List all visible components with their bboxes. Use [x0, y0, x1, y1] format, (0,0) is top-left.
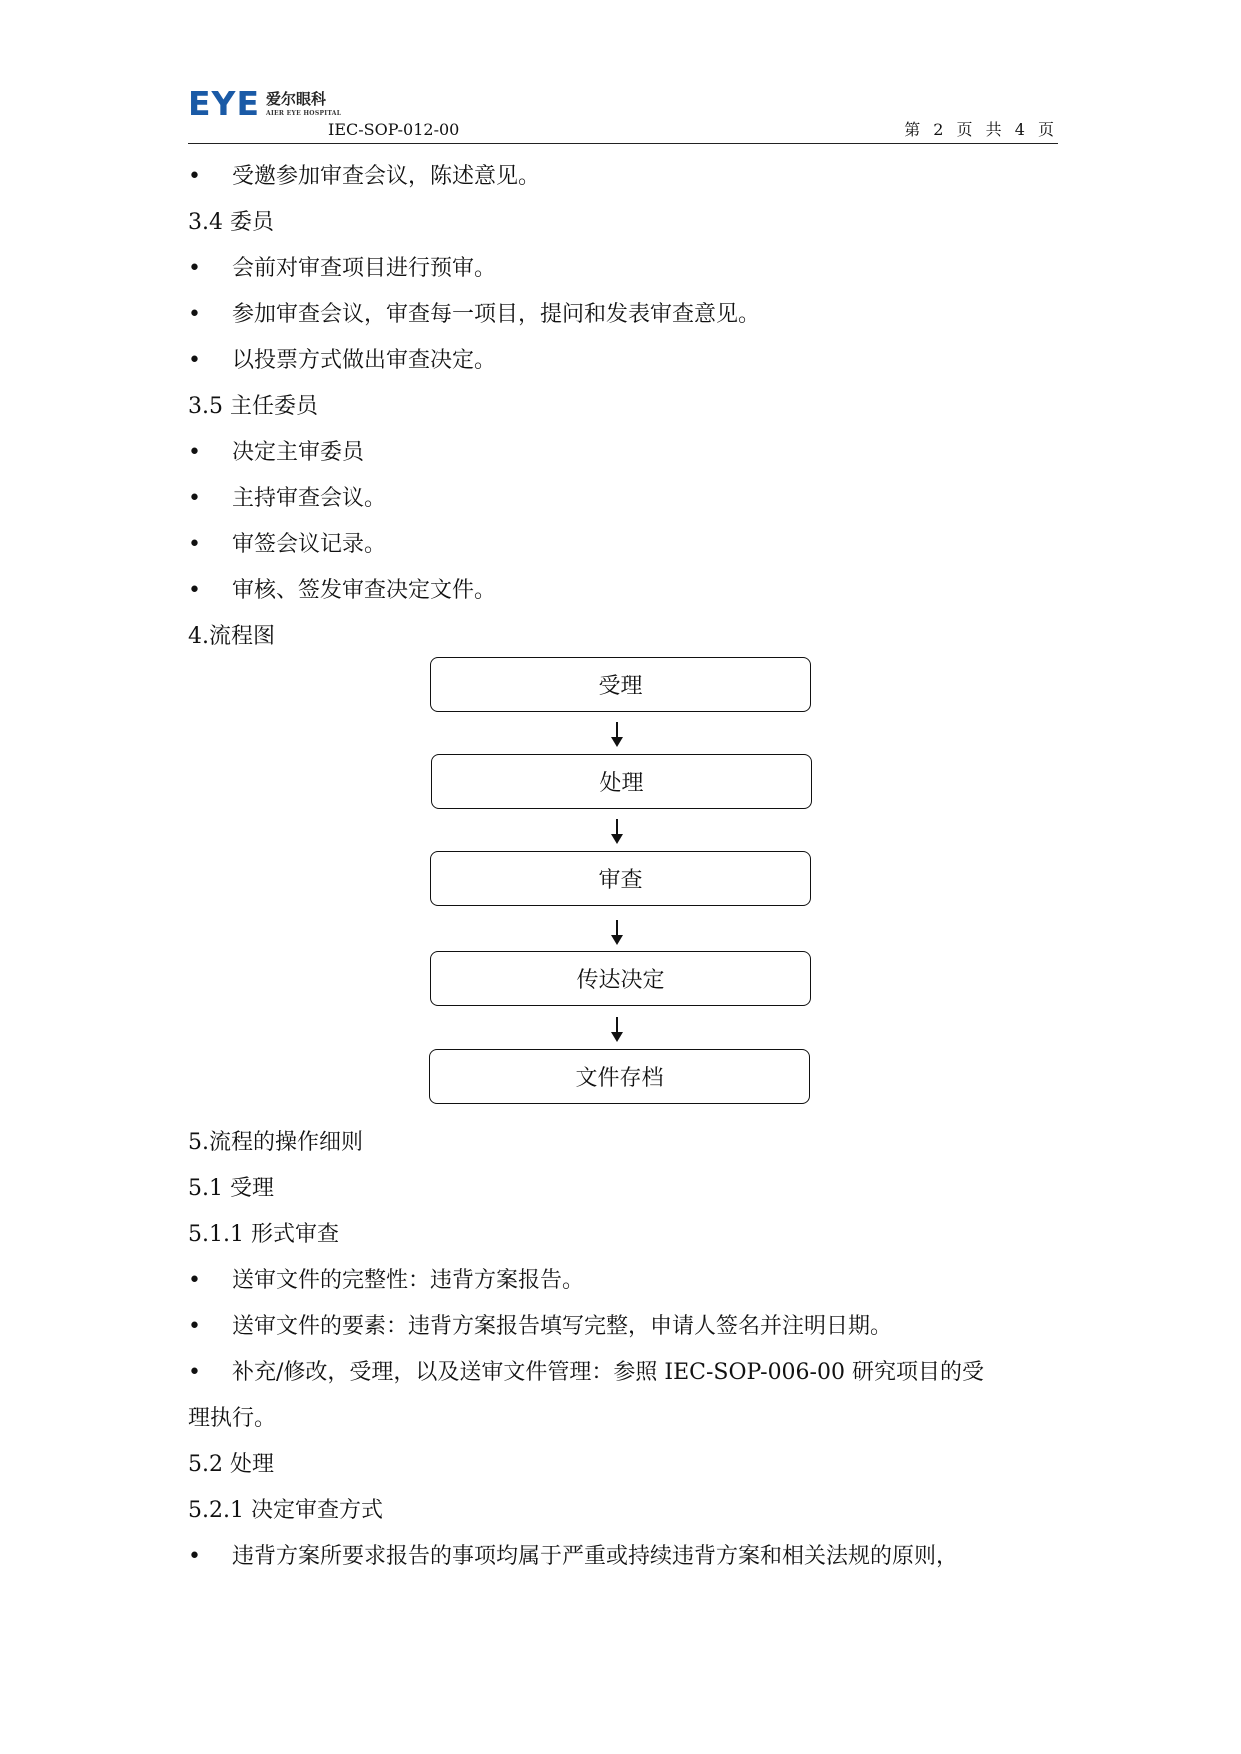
list-item: • 以投票方式做出审查决定。: [188, 348, 497, 373]
list-item: • 审签会议记录。: [188, 532, 387, 557]
bullet-icon: •: [188, 1314, 201, 1339]
flow-step-process: 处理: [431, 754, 812, 809]
list-item: • 决定主审委员: [188, 440, 365, 465]
flow-step-accept: 受理: [430, 657, 811, 712]
list-item: • 参加审查会议，审查每一项目，提问和发表审查意见。: [188, 302, 761, 327]
flow-arrow-icon: [616, 722, 618, 745]
list-item: • 审核、签发审查决定文件。: [188, 578, 497, 603]
bullet-icon: •: [188, 486, 201, 511]
flow-arrow-icon: [616, 1017, 618, 1040]
aier-eye-logo: [188, 84, 342, 123]
list-item: • 会前对审查项目进行预审。: [188, 256, 497, 281]
bullet-icon: •: [188, 302, 201, 327]
flow-arrow-icon: [616, 819, 618, 842]
list-item: • 受邀参加审查会议，陈述意见。: [188, 164, 541, 189]
list-item-continuation: 理执行。: [188, 1406, 277, 1431]
list-item: • 违背方案所要求报告的事项均属于严重或持续违背方案和相关法规的原则，: [188, 1544, 959, 1569]
bullet-icon: •: [188, 532, 201, 557]
section-heading-5-1-1: 5.1.1 形式审查: [188, 1222, 339, 1247]
flow-step-archive: 文件存档: [429, 1049, 810, 1104]
list-item: • 主持审查会议。: [188, 486, 387, 511]
bullet-icon: •: [188, 256, 201, 281]
flow-arrow-icon: [616, 920, 618, 943]
section-heading-4: 4.流程图: [188, 624, 275, 649]
list-item: • 送审文件的要素：违背方案报告填写完整，申请人签名并注明日期。: [188, 1314, 893, 1339]
flow-step-review: 审查: [430, 851, 811, 906]
bullet-icon: •: [188, 348, 201, 373]
bullet-icon: •: [188, 440, 201, 465]
page-header: [188, 82, 1058, 144]
section-heading-3-5: 3.5 主任委员: [188, 394, 318, 419]
bullet-icon: •: [188, 1360, 201, 1385]
logo-english-name: AIER EYE HOSPITAL: [266, 110, 342, 117]
list-item: • 送审文件的完整性：违背方案报告。: [188, 1268, 585, 1293]
logo-chinese-name: 爱尔眼科: [266, 90, 327, 108]
section-heading-5-2-1: 5.2.1 决定审查方式: [188, 1498, 383, 1523]
section-heading-3-4: 3.4 委员: [188, 210, 274, 235]
section-heading-5: 5.流程的操作细则: [188, 1130, 363, 1155]
section-heading-5-1: 5.1 受理: [188, 1176, 274, 1201]
section-heading-5-2: 5.2 处理: [188, 1452, 274, 1477]
list-item: • 补充/修改，受理，以及送审文件管理：参照 IEC-SOP-006-00 研究项目的受: [188, 1360, 984, 1385]
logo-mark: EYE: [188, 84, 260, 123]
header-divider: [188, 143, 1058, 144]
bullet-icon: •: [188, 1268, 201, 1293]
flow-step-communicate-decision: 传达决定: [430, 951, 811, 1006]
bullet-icon: •: [188, 1544, 201, 1569]
bullet-icon: •: [188, 578, 201, 603]
bullet-icon: •: [188, 164, 201, 189]
page-number: 第 2 页 共 4 页: [904, 120, 1058, 139]
document-id: IEC-SOP-012-00: [328, 120, 460, 139]
